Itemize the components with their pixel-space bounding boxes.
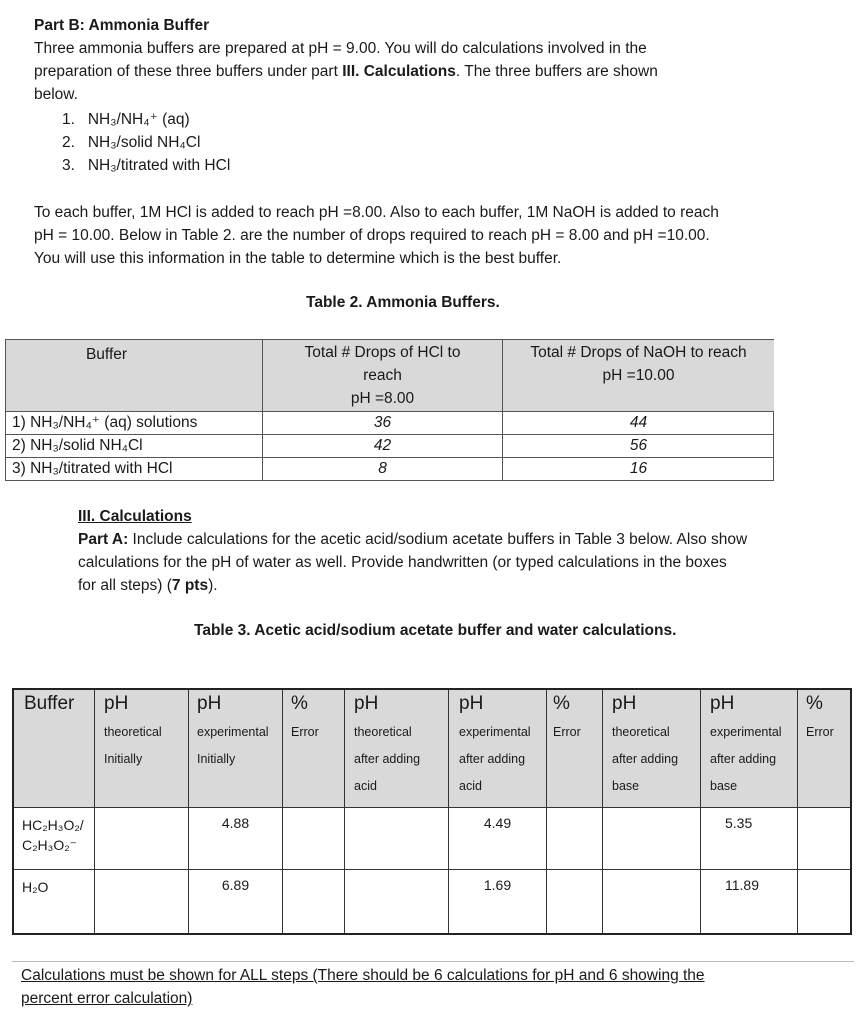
table-cell[interactable] xyxy=(603,808,701,870)
table-cell[interactable] xyxy=(798,808,850,870)
buffer-list-item-3: 3. NH₃/titrated with HCl xyxy=(62,157,231,174)
para-line-2: pH = 10.00. Below in Table 2. are the number of drops required to reach pH = 8.00 and pH =10.00. xyxy=(34,227,710,244)
table-cell[interactable] xyxy=(547,870,603,933)
table-row: 1) NH₃/NH₄⁺ (aq) solutions xyxy=(6,412,263,435)
table3-header-buffer: Buffer xyxy=(14,690,95,808)
table-row: 2) NH₃/solid NH₄Cl xyxy=(6,435,263,458)
table2-header-buffer: Buffer xyxy=(6,340,263,412)
table-cell: 42 xyxy=(263,435,503,458)
part-b-title: Part B: Ammonia Buffer xyxy=(34,17,210,34)
table-cell: 8 xyxy=(263,458,503,480)
table3 xyxy=(12,688,852,935)
table-row: 3) NH₃/titrated with HCl xyxy=(6,458,263,480)
table-cell[interactable] xyxy=(283,870,345,933)
table3-header-ph-theo-base: pH theoretical after adding base xyxy=(603,690,701,808)
table-cell: 4.88 xyxy=(189,808,283,870)
note-line-1: Calculations must be shown for ALL steps (There should be 6 calculations for pH and 6 showing the xyxy=(21,967,705,984)
table2-header-naoh: Total # Drops of NaOH to reach pH =10.00 xyxy=(503,340,774,412)
intro-line-1: Three ammonia buffers are prepared at pH = 9.00. You will do calculations involved in the xyxy=(34,40,647,57)
table-cell[interactable] xyxy=(345,808,449,870)
table3-header-error-base: % Error xyxy=(798,690,850,808)
table-row: H₂O xyxy=(14,870,95,933)
table3-caption: Table 3. Acetic acid/sodium acetate buffer and water calculations. xyxy=(194,622,677,639)
buffer-list-item-2: 2. NH₃/solid NH₄Cl xyxy=(62,134,201,151)
table-cell: 1.69 xyxy=(449,870,547,933)
table-cell: 44 xyxy=(503,412,774,435)
table-cell: 16 xyxy=(629,460,648,477)
note-line-2: percent error calculation) xyxy=(21,990,193,1007)
table-cell: 6.89 xyxy=(189,870,283,933)
table-cell[interactable] xyxy=(798,870,850,933)
table3-header-ph-theo-acid: pH theoretical after adding acid xyxy=(345,690,449,808)
table-cell: 4.49 xyxy=(449,808,547,870)
table-row: HC₂H₃O₂/ C₂H₃O₂⁻ xyxy=(14,808,95,870)
table3-header-ph-exp-initial: pH experimental Initially xyxy=(189,690,283,808)
intro-line-2: preparation of these three buffers under part III. Calculations. The three buffers are shown xyxy=(34,63,658,80)
para-line-3: You will use this information in the table to determine which is the best buffer. xyxy=(34,250,562,267)
intro-line-3: below. xyxy=(34,86,78,103)
table3-header-error-acid: % Error xyxy=(547,690,603,808)
table2 xyxy=(5,339,774,481)
table-cell: 56 xyxy=(503,435,774,458)
table3-header-ph-exp-acid: pH experimental after adding acid xyxy=(449,690,547,808)
table-cell: 36 xyxy=(263,412,503,435)
para-line-1: To each buffer, 1M HCl is added to reach pH =8.00. Also to each buffer, 1M NaOH is added to reach xyxy=(34,204,719,221)
table-cell[interactable] xyxy=(547,808,603,870)
table3-header-ph-exp-base: pH experimental after adding base xyxy=(701,690,798,808)
table3-header-ph-theo-initial: pH theoretical Initially xyxy=(95,690,189,808)
buffer-list-item-1: 1. NH₃/NH₄⁺ (aq) xyxy=(62,111,190,128)
table-cell[interactable] xyxy=(603,870,701,933)
table-cell: 5.35 xyxy=(701,808,798,870)
part-a-line-2: calculations for the pH of water as well. Provide handwritten (or typed calculations in the boxes xyxy=(78,554,727,571)
table-cell[interactable] xyxy=(345,870,449,933)
table2-header-hcl: Total # Drops of HCl to reach pH =8.00 xyxy=(263,340,503,412)
table-cell[interactable] xyxy=(95,808,189,870)
table-cell: 11.89 xyxy=(701,870,798,933)
table3-header-error-initial: % Error xyxy=(283,690,345,808)
part-a-line-1: Part A: Include calculations for the acetic acid/sodium acetate buffers in Table 3 below. Also show xyxy=(78,531,748,548)
part-a-line-3: for all steps) (7 pts). xyxy=(78,577,218,594)
table-cell[interactable] xyxy=(95,870,189,933)
calculation-note xyxy=(12,961,854,1012)
calculations-heading: III. Calculations xyxy=(78,508,192,525)
table-cell[interactable] xyxy=(283,808,345,870)
table2-caption: Table 2. Ammonia Buffers. xyxy=(306,294,500,311)
